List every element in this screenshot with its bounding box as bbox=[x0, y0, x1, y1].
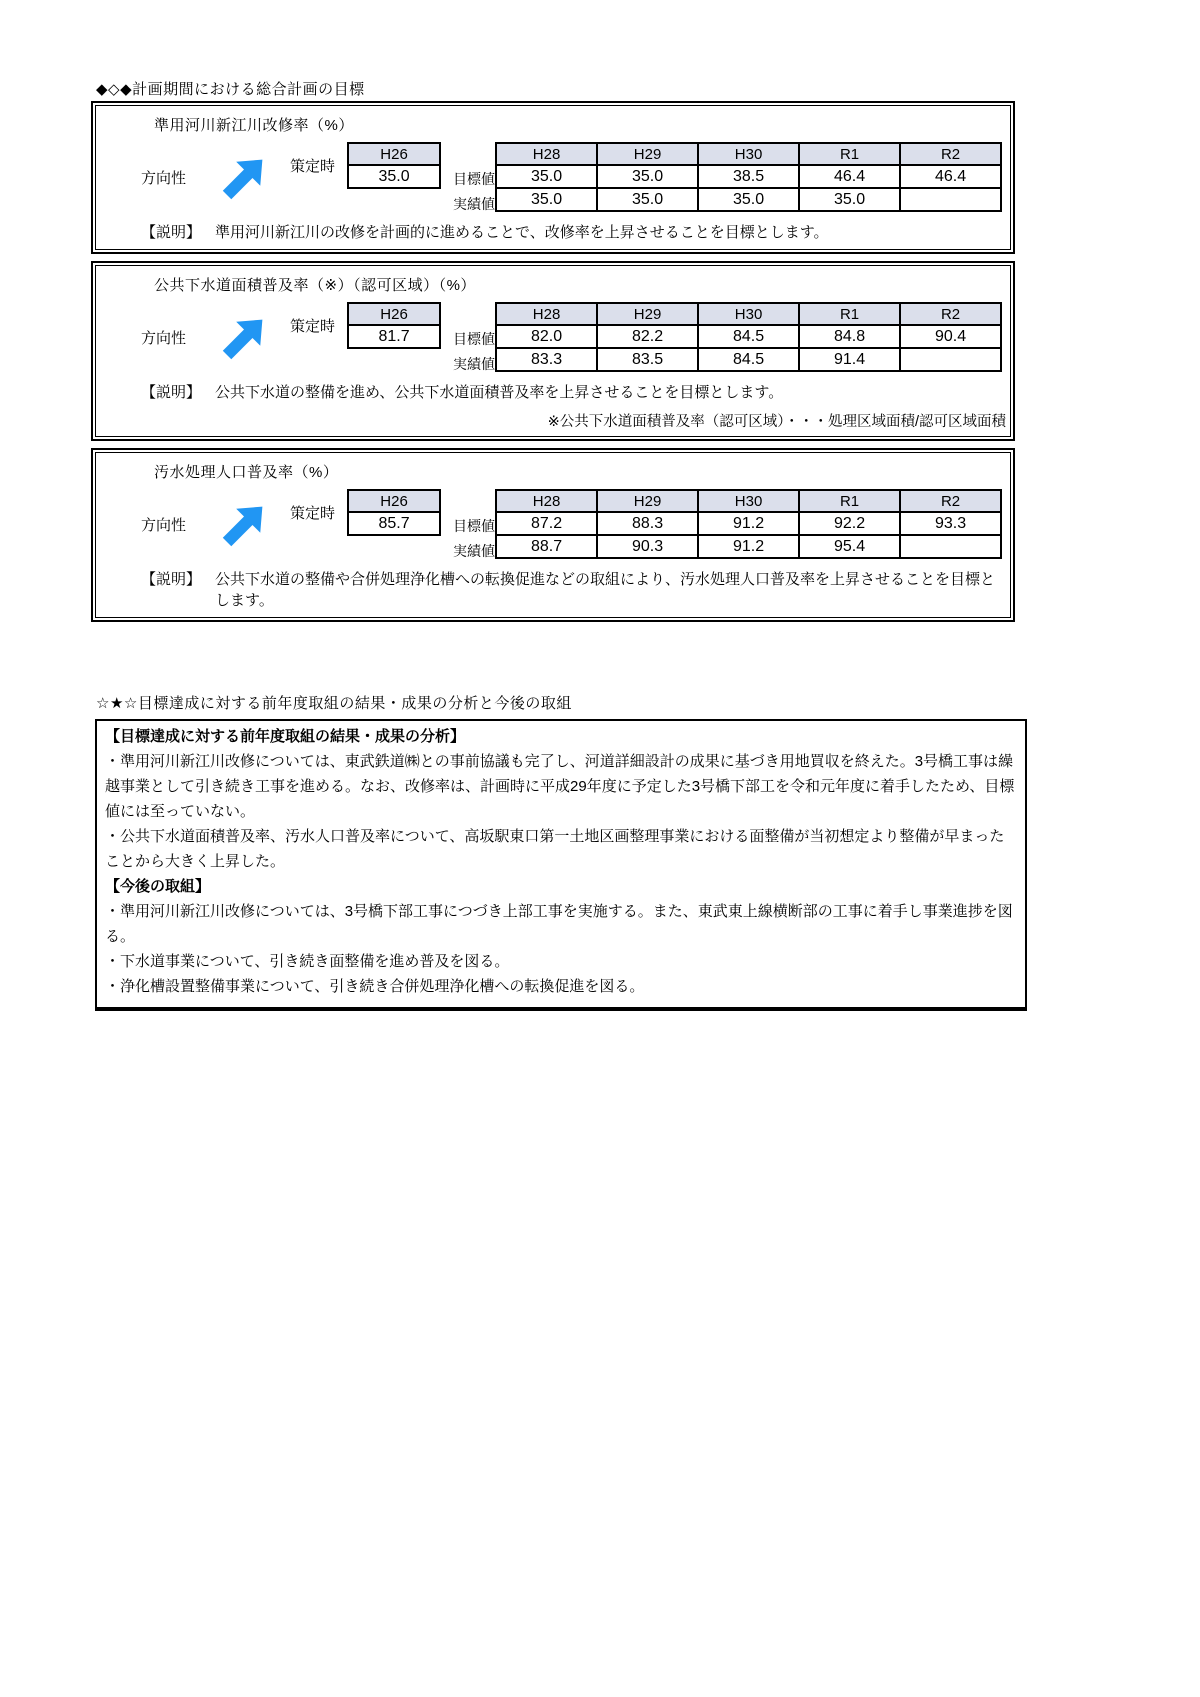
actual-value-cell: 95.4 bbox=[799, 535, 900, 558]
description-row bbox=[141, 221, 1010, 242]
analysis-item: ・公共下水道面積普及率、汚水人口普及率について、高坂駅東口第一土地区画整理事業における面整備が当初想定より整備が早まったことから大きく上昇した。 bbox=[105, 828, 1005, 870]
values-table bbox=[495, 302, 1002, 372]
year-header-cell: R1 bbox=[799, 303, 900, 325]
year-header-cell: H29 bbox=[597, 143, 698, 165]
values-table bbox=[495, 489, 1002, 559]
baseline-year-header: H26 bbox=[348, 143, 440, 165]
description-label: 【説明】 bbox=[141, 571, 202, 588]
row-label-spacer bbox=[447, 142, 495, 167]
actual-value-cell bbox=[900, 535, 1001, 558]
target-value-cell: 35.0 bbox=[496, 165, 597, 188]
target-values-row bbox=[496, 325, 1001, 348]
actual-value-cell: 84.5 bbox=[698, 348, 799, 371]
row-labels bbox=[447, 489, 495, 564]
year-header-row bbox=[496, 303, 1001, 325]
up-right-arrow-icon bbox=[214, 495, 274, 555]
indicator-title: 汚水処理人口普及率（%） bbox=[154, 464, 339, 481]
future-actions-heading: 【今後の取組】 bbox=[105, 878, 211, 895]
indicator-table-area bbox=[96, 489, 1010, 561]
baseline-year-header: H26 bbox=[348, 303, 440, 325]
actual-value-cell: 91.2 bbox=[698, 535, 799, 558]
description-text: 公共下水道の整備を進め、公共下水道面積普及率を上昇させることを目標とします。 bbox=[215, 384, 784, 401]
target-value-cell: 46.4 bbox=[900, 165, 1001, 188]
indicator-section-wastewater-population-coverage bbox=[95, 452, 1011, 618]
target-value-cell: 35.0 bbox=[597, 165, 698, 188]
target-value-cell: 91.2 bbox=[698, 512, 799, 535]
target-value-cell: 93.3 bbox=[900, 512, 1001, 535]
target-value-cell: 46.4 bbox=[799, 165, 900, 188]
section-heading-analysis: ☆★☆目標達成に対する前年度取組の結果・成果の分析と今後の取組 bbox=[96, 695, 572, 712]
year-header-cell: R2 bbox=[900, 303, 1001, 325]
row-label-spacer bbox=[447, 489, 495, 514]
target-value-cell: 84.5 bbox=[698, 325, 799, 348]
target-value-cell: 84.8 bbox=[799, 325, 900, 348]
actual-value-cell bbox=[900, 188, 1001, 211]
year-header-cell: H29 bbox=[597, 303, 698, 325]
year-header-cell: H28 bbox=[496, 143, 597, 165]
direction-label: 方向性 bbox=[141, 170, 187, 187]
actual-value-cell: 83.5 bbox=[597, 348, 698, 371]
target-value-cell: 90.4 bbox=[900, 325, 1001, 348]
baseline-value-cell: 81.7 bbox=[348, 325, 440, 348]
baseline-year-header: H26 bbox=[348, 490, 440, 512]
indicator-title: 公共下水道面積普及率（※）（認可区域）（%） bbox=[154, 277, 476, 294]
baseline-table bbox=[347, 302, 441, 349]
description-row bbox=[141, 568, 1010, 610]
baseline-table bbox=[347, 142, 441, 189]
target-value-cell: 88.3 bbox=[597, 512, 698, 535]
target-value-cell: 82.0 bbox=[496, 325, 597, 348]
actual-value-cell bbox=[900, 348, 1001, 371]
year-header-cell: R2 bbox=[900, 143, 1001, 165]
year-header-cell: H30 bbox=[698, 490, 799, 512]
year-header-cell: R2 bbox=[900, 490, 1001, 512]
indicator-table-area bbox=[96, 142, 1010, 214]
actual-row-label: 実績値 bbox=[453, 196, 496, 212]
analysis-and-future-box bbox=[95, 719, 1027, 1011]
future-action-item: ・浄化槽設置整備事業について、引き続き合併処理浄化槽への転換促進を図る。 bbox=[105, 978, 645, 995]
indicator-title: 準用河川新江川改修率（%） bbox=[154, 117, 354, 134]
actual-value-cell: 35.0 bbox=[698, 188, 799, 211]
actual-row-label: 実績値 bbox=[453, 356, 496, 372]
section-heading-goals: ◆◇◆計画期間における総合計画の目標 bbox=[96, 81, 365, 98]
target-value-cell: 38.5 bbox=[698, 165, 799, 188]
year-header-row bbox=[496, 490, 1001, 512]
target-values-row bbox=[496, 165, 1001, 188]
target-value-cell: 87.2 bbox=[496, 512, 597, 535]
up-right-arrow-icon bbox=[214, 148, 274, 208]
row-labels bbox=[447, 302, 495, 377]
actual-row-label: 実績値 bbox=[453, 543, 496, 559]
indicator-table-area bbox=[96, 302, 1010, 374]
year-header-cell: H29 bbox=[597, 490, 698, 512]
baseline-label: 策定時 bbox=[290, 318, 336, 335]
target-value-cell: 82.2 bbox=[597, 325, 698, 348]
description-label: 【説明】 bbox=[141, 224, 202, 241]
description-text: 公共下水道の整備や合併処理浄化槽への転換促進などの取組により、汚水処理人口普及率を上昇させることを目標とします。 bbox=[215, 571, 996, 609]
actual-values-row bbox=[496, 535, 1001, 558]
future-action-item: ・下水道事業について、引き続き面整備を進め普及を図る。 bbox=[105, 953, 510, 970]
year-header-cell: H30 bbox=[698, 143, 799, 165]
analysis-heading: 【目標達成に対する前年度取組の結果・成果の分析】 bbox=[105, 728, 466, 745]
description-row bbox=[141, 381, 1010, 402]
actual-value-cell: 83.3 bbox=[496, 348, 597, 371]
target-value-cell: 92.2 bbox=[799, 512, 900, 535]
baseline-value-cell: 85.7 bbox=[348, 512, 440, 535]
actual-value-cell: 35.0 bbox=[496, 188, 597, 211]
target-row-label: 目標値 bbox=[453, 171, 496, 187]
target-values-row bbox=[496, 512, 1001, 535]
actual-values-row bbox=[496, 348, 1001, 371]
row-label-spacer bbox=[447, 302, 495, 327]
actual-value-cell: 35.0 bbox=[597, 188, 698, 211]
future-action-item: ・準用河川新江川改修については、3号橋下部工事につづき上部工事を実施する。また、東武東上線横断部の工事に着手し事業進捗を図る。 bbox=[105, 903, 1013, 945]
row-labels bbox=[447, 142, 495, 217]
actual-value-cell: 90.3 bbox=[597, 535, 698, 558]
up-right-arrow-icon bbox=[214, 308, 274, 368]
year-header-cell: H28 bbox=[496, 303, 597, 325]
year-header-row bbox=[496, 143, 1001, 165]
baseline-label: 策定時 bbox=[290, 158, 336, 175]
indicator-section-sewerage-area-coverage bbox=[95, 265, 1011, 437]
baseline-value-cell: 35.0 bbox=[348, 165, 440, 188]
target-row-label: 目標値 bbox=[453, 518, 496, 534]
year-header-cell: H28 bbox=[496, 490, 597, 512]
year-header-cell: H30 bbox=[698, 303, 799, 325]
actual-value-cell: 88.7 bbox=[496, 535, 597, 558]
direction-label: 方向性 bbox=[141, 517, 187, 534]
actual-value-cell: 35.0 bbox=[799, 188, 900, 211]
year-header-cell: R1 bbox=[799, 143, 900, 165]
values-table bbox=[495, 142, 1002, 212]
year-header-cell: R1 bbox=[799, 490, 900, 512]
target-row-label: 目標値 bbox=[453, 331, 496, 347]
baseline-table bbox=[347, 489, 441, 536]
description-text: 準用河川新江川の改修を計画的に進めることで、改修率を上昇させることを目標とします。 bbox=[215, 224, 829, 241]
direction-label: 方向性 bbox=[141, 330, 187, 347]
actual-value-cell: 91.4 bbox=[799, 348, 900, 371]
actual-values-row bbox=[496, 188, 1001, 211]
indicator-section-river-improvement bbox=[95, 105, 1011, 250]
description-label: 【説明】 bbox=[141, 384, 202, 401]
indicator-footnote: ※公共下水道面積普及率（認可区域）・・・処理区域面積/認可区域面積 bbox=[547, 414, 1006, 430]
baseline-label: 策定時 bbox=[290, 505, 336, 522]
analysis-item: ・準用河川新江川改修については、東武鉄道㈱との事前協議も完了し、河道詳細設計の成果に基づき用地買収を終えた。3号橋工事は繰越事業として引き続き工事を進める。なお、改修率は、計画時に平成29年度に予定した3号橋下部工を令和元年度に着手したため、目標値には至っていない。 bbox=[105, 753, 1015, 820]
